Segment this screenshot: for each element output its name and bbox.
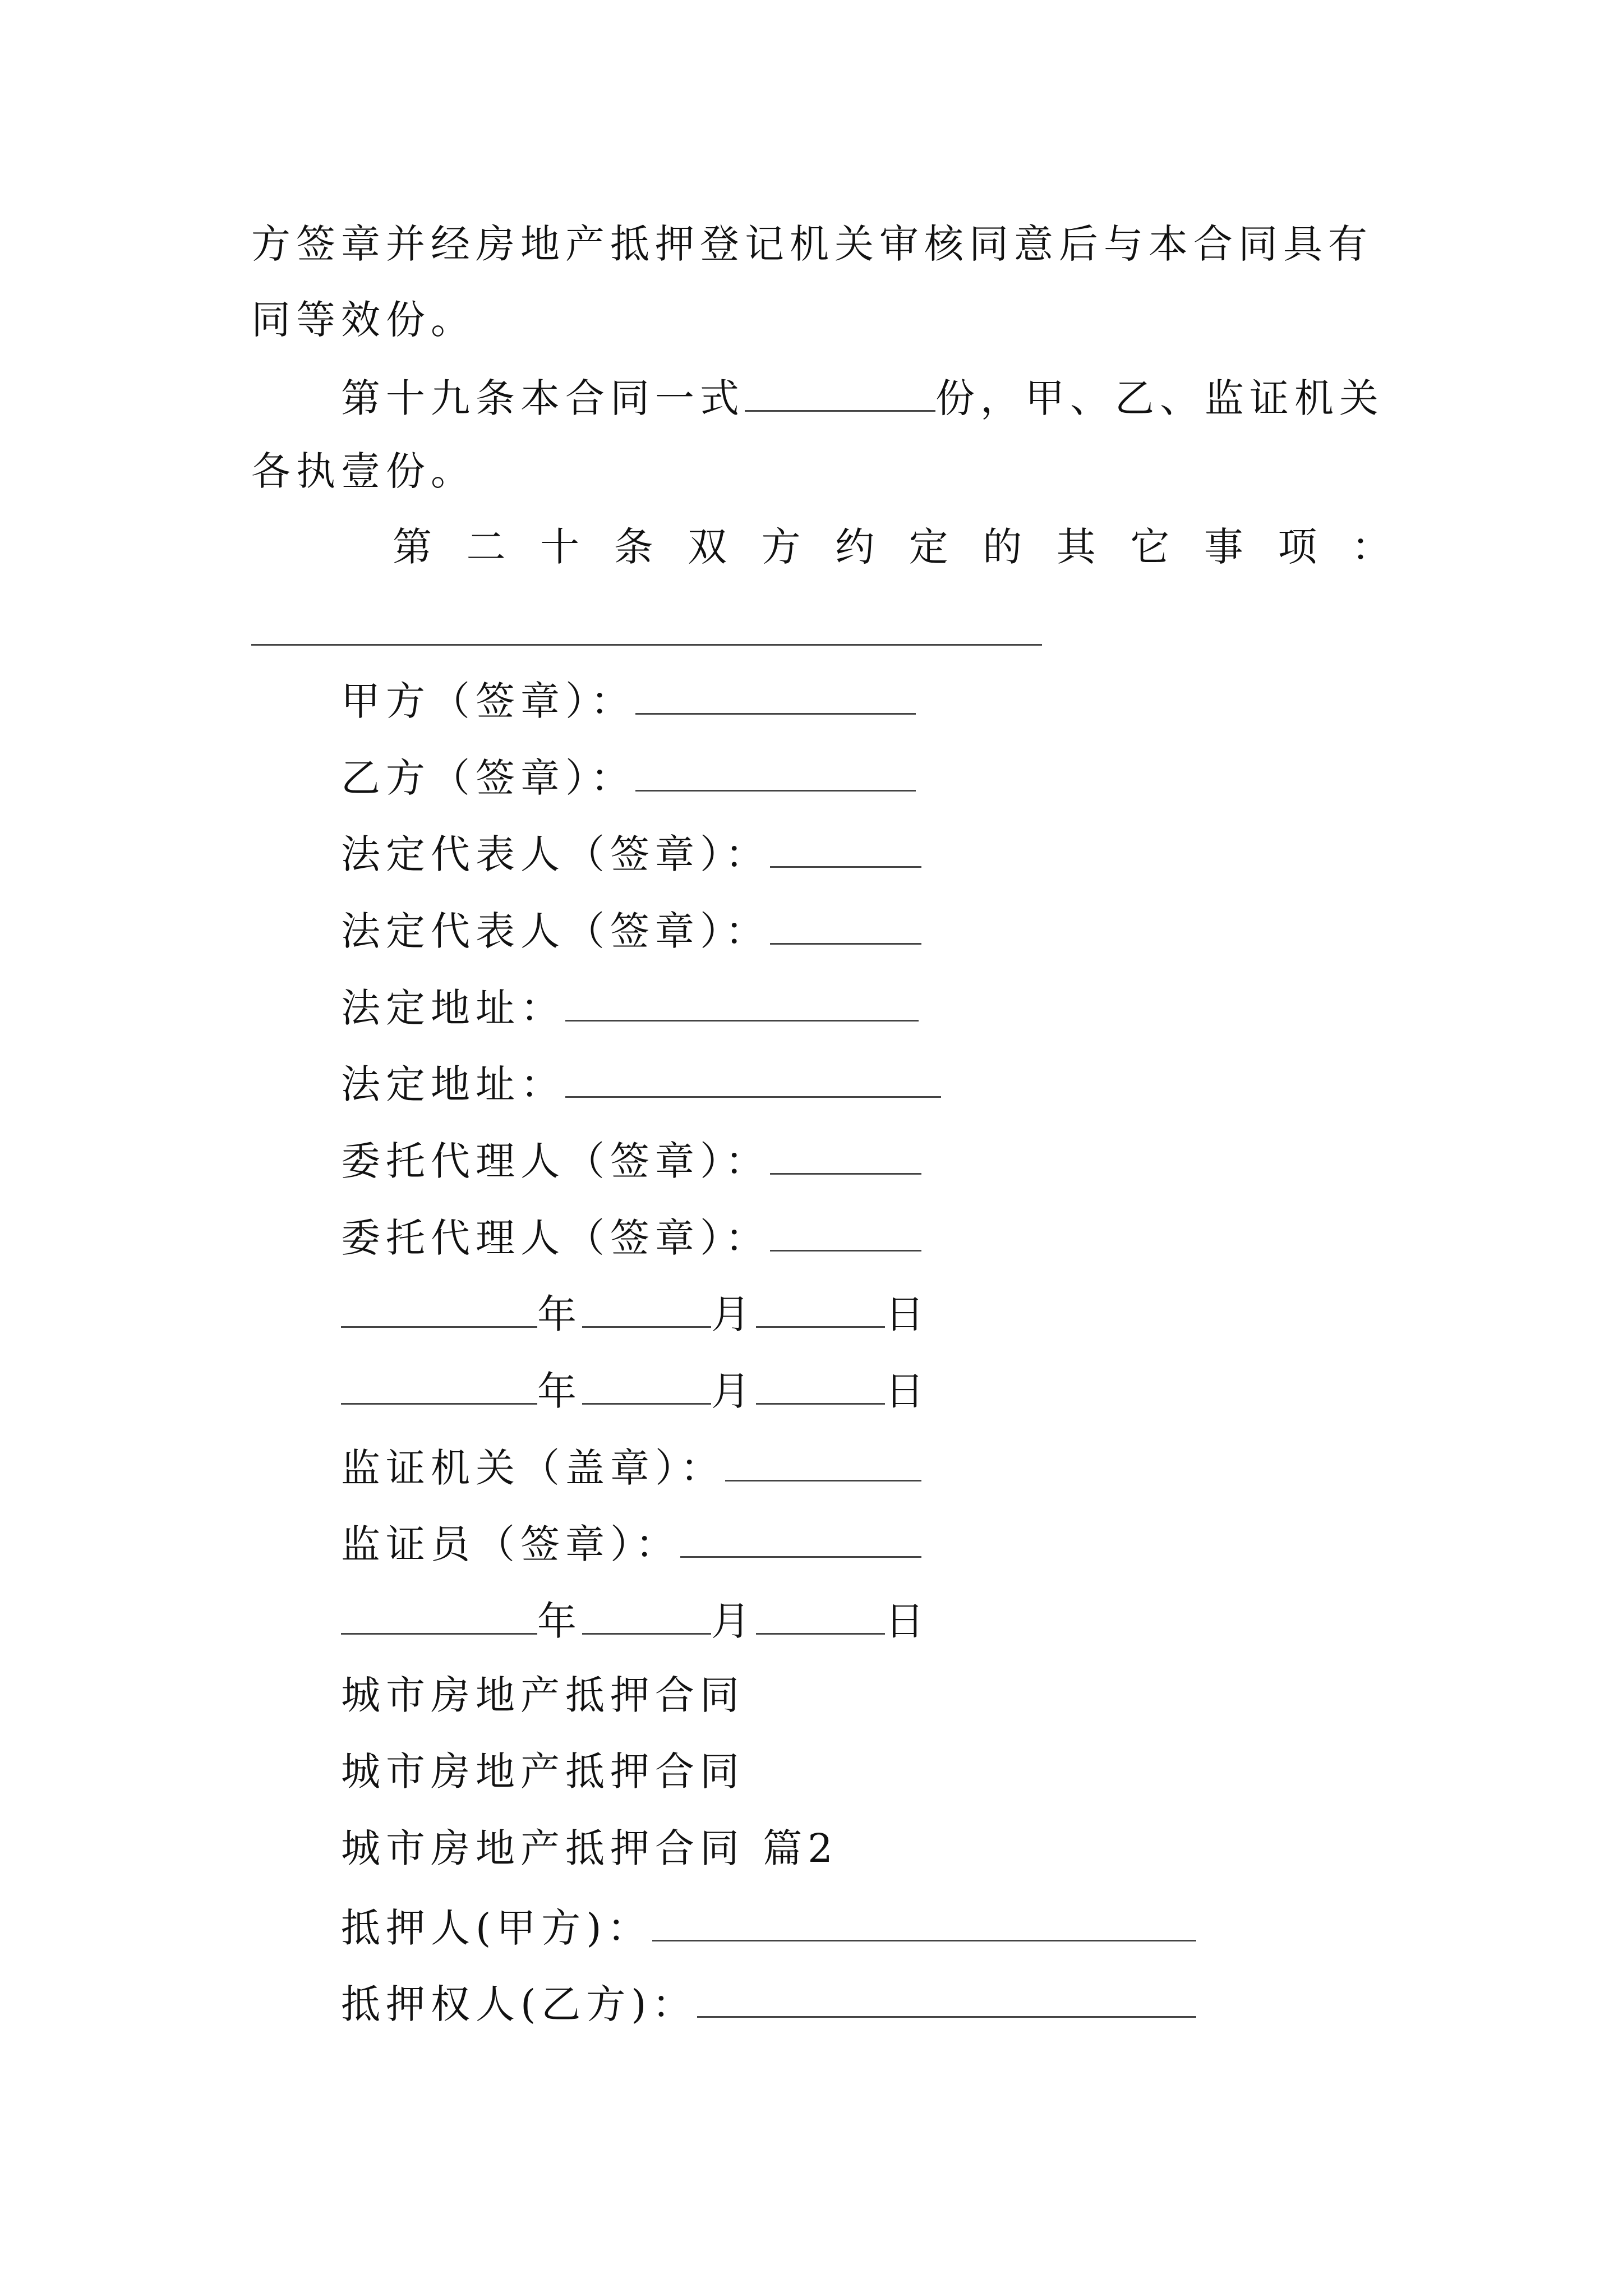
char: ： <box>1351 524 1396 570</box>
party-a-signature <box>341 670 1485 726</box>
paragraph-line <box>251 443 1395 499</box>
text: 方签章并经房地产抵押登记机关审核同意后与本合同具有 <box>251 221 1373 267</box>
year-label: 年 <box>537 1368 582 1414</box>
label: 委托代理人（签章）： <box>341 1138 770 1184</box>
mortgagor-line <box>341 1897 1485 1953</box>
paragraph-line <box>251 292 1395 348</box>
contract-title <box>341 1667 1485 1723</box>
year-blank[interactable] <box>341 1283 537 1328</box>
char: 事 <box>1204 524 1249 570</box>
day-blank[interactable] <box>756 1283 885 1328</box>
text: 同等效份。 <box>251 297 476 343</box>
month-label: 月 <box>711 1291 756 1337</box>
date-line <box>341 1283 1485 1340</box>
text: 第十九条本合同一式 <box>341 375 745 421</box>
notary-org-blank[interactable] <box>725 1437 921 1481</box>
year-label: 年 <box>537 1598 582 1644</box>
char: 方 <box>761 524 806 570</box>
legal-rep-signature <box>341 823 1485 880</box>
char: 定 <box>909 524 954 570</box>
legal-address-blank[interactable] <box>565 1053 941 1098</box>
text: 城市房地产抵押合同 <box>341 1749 745 1795</box>
month-blank[interactable] <box>582 1590 711 1635</box>
month-blank[interactable] <box>582 1360 711 1405</box>
label: 法定代表人（签章）： <box>341 908 770 954</box>
legal-rep-blank[interactable] <box>770 900 921 945</box>
paragraph-line <box>251 216 1395 272</box>
date-line <box>341 1360 1485 1416</box>
char: 二 <box>466 524 511 570</box>
mortgagee-blank[interactable] <box>697 1973 1196 2018</box>
notary-org-seal <box>341 1437 1485 1493</box>
char: 项 <box>1278 524 1323 570</box>
text: 份，甲、乙、监证机关 <box>935 375 1384 421</box>
party-b-blank[interactable] <box>635 747 916 792</box>
text: 各执壹份。 <box>251 448 476 494</box>
label: 监证机关（盖章）： <box>341 1445 725 1491</box>
article-19-line <box>341 367 1485 424</box>
day-label: 日 <box>885 1291 930 1337</box>
label: 抵押权人(乙方)： <box>341 1981 697 2027</box>
legal-address <box>341 977 1485 1033</box>
copies-blank[interactable] <box>745 367 935 412</box>
day-label: 日 <box>885 1598 930 1644</box>
agent-blank[interactable] <box>770 1207 921 1251</box>
notary-officer-blank[interactable] <box>680 1513 921 1558</box>
char: 条 <box>614 524 659 570</box>
label: 监证员（签章）： <box>341 1521 680 1567</box>
date-line <box>341 1590 1485 1646</box>
month-label: 月 <box>711 1598 756 1644</box>
legal-rep-blank[interactable] <box>770 823 921 868</box>
agent-blank[interactable] <box>770 1130 921 1175</box>
char: 第 <box>393 524 437 570</box>
text: 城市房地产抵押合同 <box>341 1672 745 1718</box>
mortgagor-blank[interactable] <box>652 1897 1196 1941</box>
legal-address-blank[interactable] <box>565 977 919 1022</box>
agent-signature <box>341 1130 1485 1186</box>
day-blank[interactable] <box>756 1360 885 1405</box>
day-label: 日 <box>885 1368 930 1414</box>
contract-title <box>341 1743 1485 1800</box>
label: 抵押人(甲方)： <box>341 1905 652 1951</box>
contract-title <box>341 1820 1485 1876</box>
char: 的 <box>983 524 1028 570</box>
label: 法定地址： <box>341 1061 565 1107</box>
char: 双 <box>688 524 733 570</box>
other-matters-blank[interactable] <box>251 644 1042 646</box>
char: 其 <box>1056 524 1101 570</box>
char: 约 <box>835 524 880 570</box>
label: 甲方（签章）： <box>341 678 635 724</box>
char: 十 <box>540 524 585 570</box>
party-a-blank[interactable] <box>635 670 916 715</box>
label: 委托代理人（签章）： <box>341 1215 770 1261</box>
article-20-line <box>393 519 1396 575</box>
agent-signature <box>341 1207 1485 1263</box>
year-blank[interactable] <box>341 1360 537 1405</box>
year-label: 年 <box>537 1291 582 1337</box>
day-blank[interactable] <box>756 1590 885 1635</box>
label: 法定代表人（签章）： <box>341 831 770 877</box>
year-blank[interactable] <box>341 1590 537 1635</box>
month-label: 月 <box>711 1368 756 1414</box>
notary-officer-signature <box>341 1513 1485 1570</box>
legal-rep-signature <box>341 900 1485 956</box>
label: 乙方（签章）： <box>341 755 635 801</box>
label: 法定地址： <box>341 985 565 1031</box>
text: 城市房地产抵押合同 篇2 <box>341 1825 838 1871</box>
party-b-signature <box>341 747 1485 803</box>
mortgagee-line <box>341 1973 1485 2030</box>
legal-address <box>341 1053 1485 1110</box>
month-blank[interactable] <box>582 1283 711 1328</box>
char: 它 <box>1130 524 1175 570</box>
